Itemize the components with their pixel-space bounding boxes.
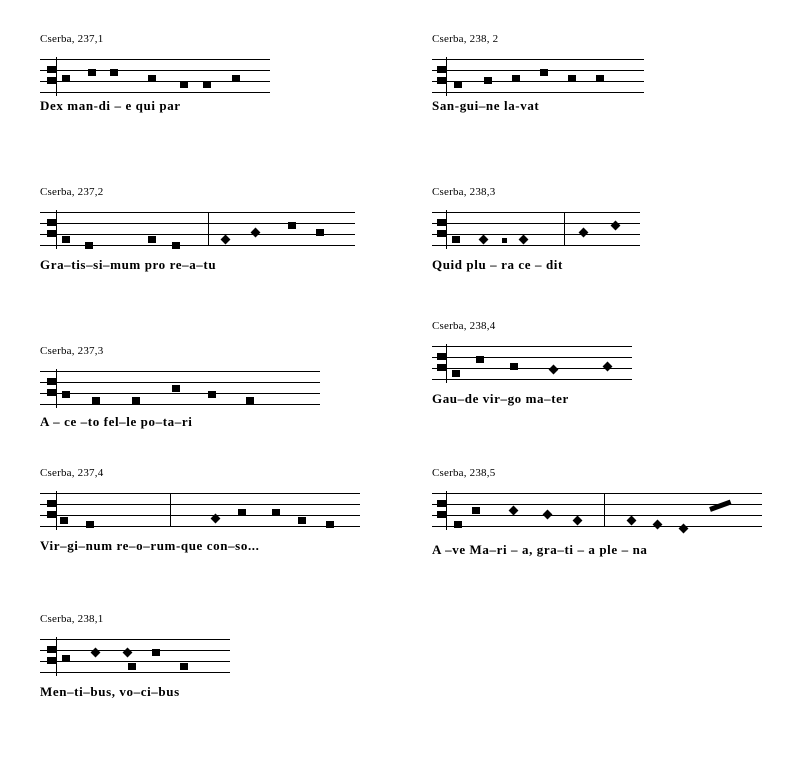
neume-square (62, 236, 70, 243)
chant-block (432, 467, 762, 558)
neume-square (180, 663, 188, 670)
c-clef-icon (47, 219, 56, 226)
neume-square (452, 236, 460, 243)
neume-square (510, 363, 518, 370)
c-clef-icon-lower (47, 511, 56, 518)
clef-stem (446, 344, 447, 383)
staff-line (432, 81, 644, 82)
c-clef-icon-lower (47, 77, 56, 84)
staff-line (432, 346, 632, 347)
neume-square (203, 81, 211, 88)
c-clef-icon-lower (47, 657, 56, 664)
neume-square (476, 356, 484, 363)
chant-block (40, 613, 230, 700)
staff-line (40, 639, 230, 640)
chant-lyrics: A –ve Ma–ri – a, gra–ti – a ple – na (432, 542, 648, 557)
neume-square (540, 69, 548, 76)
neume-square (88, 69, 96, 76)
chant-source-label: Cserba, 238,3 (432, 186, 496, 198)
staff-line (40, 650, 230, 651)
chant-source-label: Cserba, 238, 2 (432, 33, 499, 45)
chant-source-label: Cserba, 238,5 (432, 467, 496, 479)
neume-square (85, 242, 93, 249)
neume-square (512, 75, 520, 82)
staff-line (40, 371, 320, 372)
neume-square (272, 509, 280, 516)
neume-square (288, 222, 296, 229)
staff-line (40, 70, 270, 71)
music-staff (432, 51, 644, 91)
staff-line (40, 59, 270, 60)
chant-lyrics: Men–ti–bus, vo–ci–bus (40, 684, 180, 699)
chant-block (432, 320, 632, 407)
chant-lyrics: Gau–de vir–go ma–ter (432, 391, 569, 406)
staff-line (432, 368, 632, 369)
music-staff (432, 204, 640, 250)
c-clef-icon (437, 66, 446, 73)
neume-square (148, 236, 156, 243)
staff-line (40, 234, 355, 235)
staff-line (40, 493, 360, 494)
staff-line (432, 59, 644, 60)
clef-stem (446, 491, 447, 530)
c-clef-icon (47, 646, 56, 653)
c-clef-icon (437, 500, 446, 507)
music-staff (40, 51, 270, 91)
c-clef-icon-lower (47, 230, 56, 237)
chant-block (40, 33, 270, 114)
neume-square (148, 75, 156, 82)
c-clef-icon (47, 378, 56, 385)
chant-block (40, 186, 355, 273)
staff-line (432, 526, 762, 527)
neume-square (568, 75, 576, 82)
chant-source-label: Cserba, 238,1 (40, 613, 104, 625)
staff-line (432, 212, 640, 213)
neume-square (298, 517, 306, 524)
chant-source-label: Cserba, 237,3 (40, 345, 104, 357)
c-clef-icon (47, 66, 56, 73)
c-clef-icon (437, 219, 446, 226)
neume-square (132, 397, 140, 404)
clef-stem (56, 369, 57, 408)
neume-diamond (579, 228, 589, 238)
staff-line (432, 223, 640, 224)
staff-line (40, 404, 320, 405)
neume-square (128, 663, 136, 670)
chant-source-label: Cserba, 238,4 (432, 320, 496, 332)
music-staff (432, 485, 762, 535)
neume-square (208, 391, 216, 398)
neume-square (452, 370, 460, 377)
c-clef-icon (47, 500, 56, 507)
neume-square (180, 81, 188, 88)
chant-source-label: Cserba, 237,1 (40, 33, 104, 45)
chant-source-label: Cserba, 237,2 (40, 186, 104, 198)
neume-square (596, 75, 604, 82)
staff-line (40, 382, 320, 383)
neume-square (232, 75, 240, 82)
neume-square (172, 242, 180, 249)
clef-stem (56, 57, 57, 96)
music-staff (432, 338, 632, 384)
chant-lyrics: Quid plu – ra ce – dit (432, 257, 563, 272)
clef-stem (446, 57, 447, 96)
chant-block (40, 467, 360, 554)
chant-lyrics: Gra–tis–si–mum pro re–a–tu (40, 257, 217, 272)
staff-line (40, 212, 355, 213)
clef-stem (56, 637, 57, 676)
neume-square (246, 397, 254, 404)
staff-line (40, 504, 360, 505)
chant-lyrics: A – ce –to fel–le po–ta–ri (40, 414, 193, 429)
c-clef-icon-lower (437, 364, 446, 371)
neume-square (454, 81, 462, 88)
neume-diamond (519, 235, 529, 245)
staff-line (432, 245, 640, 246)
c-clef-icon (437, 353, 446, 360)
neume-square (326, 521, 334, 528)
staff-line (40, 92, 270, 93)
staff-line (432, 379, 632, 380)
chant-source-label: Cserba, 237,4 (40, 467, 104, 479)
barline (208, 212, 209, 245)
neume-diamond (627, 516, 637, 526)
neume-diamond (543, 510, 553, 520)
c-clef-icon-lower (437, 511, 446, 518)
c-clef-icon-lower (437, 77, 446, 84)
chant-block (40, 345, 320, 430)
neume-square (92, 397, 100, 404)
barline (604, 493, 605, 526)
music-staff (40, 363, 320, 407)
barline (564, 212, 565, 245)
neume-square (86, 521, 94, 528)
neume-diamond (653, 520, 663, 530)
chant-lyrics: San-gui–ne la-vat (432, 98, 540, 113)
staff-line (432, 357, 632, 358)
neume-square (316, 229, 324, 236)
staff-line (432, 92, 644, 93)
neume-diamond (573, 516, 583, 526)
neume-diamond (221, 235, 231, 245)
music-staff (40, 485, 360, 531)
chant-lyrics: Dex man-di – e qui par (40, 98, 181, 113)
staff-line (40, 393, 320, 394)
barline (170, 493, 171, 526)
c-clef-icon-lower (437, 230, 446, 237)
neume-square (484, 77, 492, 84)
neume-square (110, 69, 118, 76)
neume-diamond (479, 235, 489, 245)
neume-square (62, 655, 70, 662)
clef-stem (56, 210, 57, 249)
chant-block (432, 33, 644, 114)
staff-line (432, 234, 640, 235)
staff-line (40, 515, 360, 516)
neume-square (454, 521, 462, 528)
clef-stem (56, 491, 57, 530)
neume-small (502, 238, 507, 243)
chant-lyrics: Vir–gi–num re–o–rum-que con–so... (40, 538, 260, 553)
neume-square (152, 649, 160, 656)
neume-square (238, 509, 246, 516)
neume-diamond (509, 506, 519, 516)
music-staff (40, 631, 230, 677)
music-staff (40, 204, 355, 250)
c-clef-icon-lower (47, 389, 56, 396)
staff-line (40, 672, 230, 673)
neume-diamond (549, 365, 559, 375)
staff-line (40, 223, 355, 224)
neume-square (472, 507, 480, 514)
neume-diamond (603, 362, 613, 372)
neume-square (62, 75, 70, 82)
neume-diamond (251, 228, 261, 238)
neume-square (60, 517, 68, 524)
neume-square (62, 391, 70, 398)
staff-line (432, 493, 762, 494)
chant-block (432, 186, 640, 273)
clef-stem (446, 210, 447, 249)
neume-square (172, 385, 180, 392)
neume-slash (709, 500, 731, 512)
staff-line (432, 70, 644, 71)
staff-line (432, 515, 762, 516)
